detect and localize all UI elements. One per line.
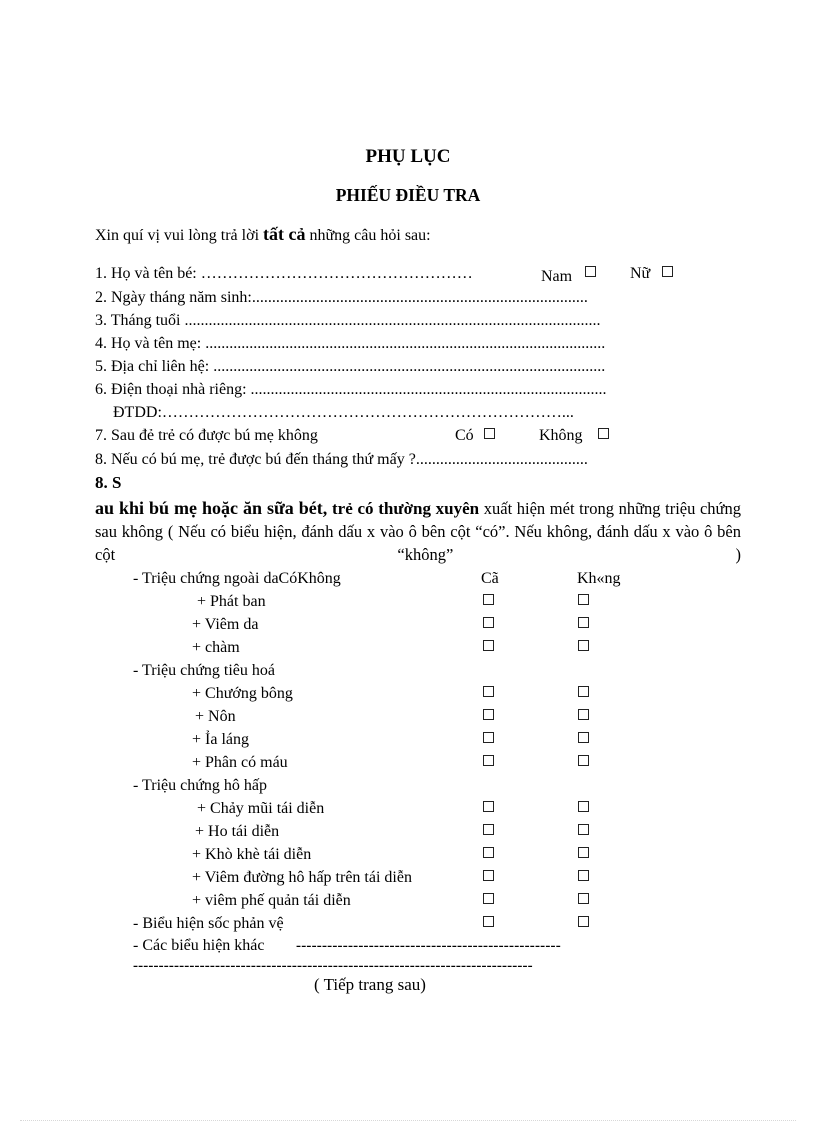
symptom-no-checkbox[interactable]	[578, 686, 589, 697]
gender-male-checkbox[interactable]	[585, 266, 596, 277]
breastfed-yes-checkbox[interactable]	[484, 428, 495, 439]
breastfed-no-checkbox[interactable]	[598, 428, 609, 439]
symptom-item: + Viêm đường hô hấp trên tái diễn	[192, 869, 412, 886]
anaphylaxis-yes-checkbox[interactable]	[483, 916, 494, 927]
intro-after: những câu hỏi sau:	[305, 227, 431, 244]
column-yes-header: Cã	[481, 570, 499, 587]
symptom-no-checkbox[interactable]	[578, 709, 589, 720]
field-birthdate[interactable]: 2. Ngày tháng năm sinh:....................................................................................	[95, 289, 588, 306]
symptom-no-checkbox[interactable]	[578, 893, 589, 904]
anaphylaxis-no-checkbox[interactable]	[578, 916, 589, 927]
symptom-no-checkbox[interactable]	[578, 847, 589, 858]
symptom-yes-checkbox[interactable]	[483, 709, 494, 720]
page-title: PHỤ LỤC	[365, 146, 451, 167]
group-other: - Các biểu hiện khác	[133, 937, 265, 954]
group-digestive: - Triệu chứng tiêu hoá	[133, 662, 275, 679]
intro-emphasis: tất cả	[263, 224, 306, 244]
symptom-yes-checkbox[interactable]	[483, 617, 494, 628]
symptom-yes-checkbox[interactable]	[483, 824, 494, 835]
gender-female-label: Nữ	[630, 265, 651, 282]
symptom-no-checkbox[interactable]	[578, 617, 589, 628]
symptom-no-checkbox[interactable]	[578, 824, 589, 835]
symptom-item: + chàm	[192, 639, 240, 656]
column-no-header: Kh«ng	[577, 570, 621, 587]
symptom-item: + Viêm da	[192, 616, 259, 633]
breastfed-no-label: Không	[539, 427, 583, 444]
field-breastfed-question: 7. Sau đẻ trẻ có được bú mẹ không	[95, 427, 318, 444]
field-address[interactable]: 5. Địa chỉ liên hệ: ..................................................................................................	[95, 358, 606, 375]
symptom-yes-checkbox[interactable]	[483, 893, 494, 904]
symptom-no-checkbox[interactable]	[578, 594, 589, 605]
symptom-yes-checkbox[interactable]	[483, 801, 494, 812]
symptom-no-checkbox[interactable]	[578, 755, 589, 766]
symptom-item: + Chướng bông	[192, 685, 293, 702]
gender-female-checkbox[interactable]	[662, 266, 673, 277]
para-bold-1: au khi bú mẹ hoặc ăn sữa bét,	[95, 498, 328, 518]
symptom-yes-checkbox[interactable]	[483, 594, 494, 605]
symptom-no-checkbox[interactable]	[578, 732, 589, 743]
field-mobile-phone[interactable]: ĐTDD:…………………………………………………………………...	[113, 404, 574, 421]
section-heading: 8. S	[95, 473, 122, 492]
symptom-item: + Ỉa láng	[192, 731, 249, 748]
symptom-no-checkbox[interactable]	[578, 870, 589, 881]
section-paragraph	[95, 497, 741, 566]
breastfed-yes-label: Có	[455, 427, 474, 444]
symptom-item: + Khò khè tái diễn	[192, 846, 312, 863]
symptom-yes-checkbox[interactable]	[483, 847, 494, 858]
intro-text	[95, 224, 431, 246]
group-skin: - Triệu chứng ngoài daCóKhông	[133, 570, 341, 587]
para-rest: xuất hiện mét trong những triệu chứng sau không ( Nếu có biểu hiện, đánh dấu x vào ô bên cột “có”. Nếu không, đánh dấu x vào ô bên cột “không” )	[95, 499, 741, 564]
symptom-item: + Phân có máu	[192, 754, 288, 771]
symptom-no-checkbox[interactable]	[578, 640, 589, 651]
symptom-yes-checkbox[interactable]	[483, 732, 494, 743]
form-title: PHIẾU ĐIỀU TRA	[335, 185, 481, 205]
symptom-yes-checkbox[interactable]	[483, 640, 494, 651]
continue-note: ( Tiếp trang sau)	[314, 975, 426, 994]
page-bottom-divider	[20, 1120, 796, 1121]
symptom-yes-checkbox[interactable]	[483, 686, 494, 697]
para-bold-2: trẻ có thường xuyên	[327, 499, 480, 518]
group-respiratory: - Triệu chứng hô hấp	[133, 777, 267, 794]
symptom-item: + Nôn	[195, 708, 236, 725]
field-child-name[interactable]: 1. Họ và tên bé: ……………………………………………	[95, 265, 473, 282]
symptom-item: + Chảy mũi tái diễn	[197, 800, 325, 817]
symptom-item: + viêm phế quản tái diễn	[192, 892, 351, 909]
field-age-months[interactable]: 3. Tháng tuổi ........................................................................................................	[95, 312, 601, 329]
intro-before: Xin quí vị vui lòng trả lời	[95, 227, 264, 244]
group-anaphylaxis: - Biểu hiện sốc phản vệ	[133, 915, 284, 932]
field-home-phone[interactable]: 6. Điện thoại nhà riêng: .........................................................................................	[95, 381, 607, 398]
gender-male-label: Nam	[541, 268, 573, 285]
field-breastfeed-duration[interactable]: 8. Nếu có bú mẹ, trẻ được bú đến tháng thứ mấy ?...........................................	[95, 451, 588, 468]
symptom-item: + Phát ban	[197, 593, 266, 610]
symptom-yes-checkbox[interactable]	[483, 870, 494, 881]
symptom-no-checkbox[interactable]	[578, 801, 589, 812]
other-fill-line[interactable]: ---------------------------------------------------	[296, 938, 561, 954]
symptom-yes-checkbox[interactable]	[483, 755, 494, 766]
other-fill-line-2[interactable]: ------------------------------------------------------------------------------	[133, 958, 533, 974]
field-mother-name[interactable]: 4. Họ và tên mẹ: ....................................................................................................	[95, 335, 606, 352]
symptom-item: + Ho tái diễn	[195, 823, 280, 840]
